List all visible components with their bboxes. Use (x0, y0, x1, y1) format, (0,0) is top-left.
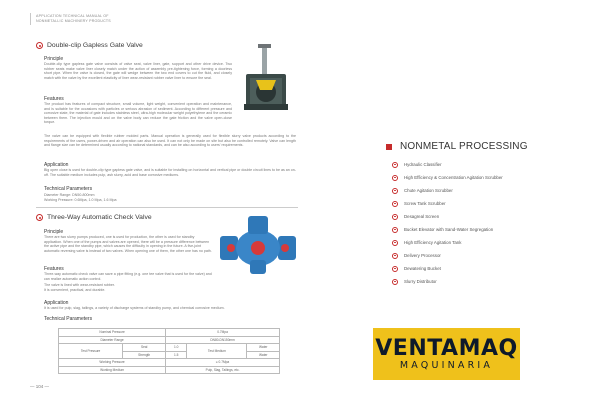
list-item-label: Slurry Distributor (404, 279, 437, 284)
list-item-label: Hydraulic Classifier (404, 162, 442, 167)
application-text: Big open close is used for double-clip type gapless gate valve, and is suitable for installing on horizontal and vertical pipe or double circuit lines to be as an on-off. The suitable medium includes pulp, ash slurry, acid and base corrosive mediums. (44, 168, 296, 177)
list-item-label: High Efficiency Agitation Tank (404, 240, 462, 245)
list-bullet-icon (392, 201, 398, 207)
table-cell: Working Medium (59, 366, 166, 374)
table-cell: DN80-DN150mm (166, 336, 280, 344)
table-cell: Pulp, Slag, Tailings, etc. (166, 366, 280, 374)
list-item (392, 262, 503, 275)
list-item-label: Bucket Elevator with Sand-Water Segregation (404, 227, 494, 232)
header-line-1: APPLICATION TECHNICAL MANUAL OF (36, 14, 109, 18)
table-cell: Test Pressure (59, 344, 123, 359)
ventamaq-logo (373, 328, 520, 380)
list-bullet-icon (392, 253, 398, 259)
tech-pressure: Working Pressure: 0.6Mpa, 1.0 Mpa, 1.6 Mpa (44, 198, 117, 202)
application-heading: Application (44, 162, 69, 168)
table-cell: Seal (123, 344, 166, 352)
table-row (59, 336, 280, 344)
table-cell: 0.7Mpa (166, 329, 280, 337)
list-bullet-icon (392, 175, 398, 181)
tech-params-table (58, 328, 280, 374)
nonmetal-heading (386, 141, 528, 152)
check-valve-image (218, 214, 298, 276)
list-item (392, 184, 503, 197)
features-heading: Features (44, 96, 64, 102)
table-cell: 1.5 (166, 351, 187, 359)
section-bullet-icon (36, 42, 43, 49)
list-item-label: Chute Agitation Scrubber (404, 188, 453, 193)
list-item-label: Delivery Processor (404, 253, 441, 258)
features-text-2b: The valve is lined with wear-resistant rubber. (44, 283, 115, 287)
gate-valve-image (236, 44, 296, 114)
list-bullet-icon (392, 214, 398, 220)
table-row (59, 344, 280, 352)
table-cell: Water (247, 344, 280, 352)
list-item-label: Screw Tank Scrubber (404, 201, 446, 206)
list-item (392, 210, 503, 223)
section-title-gate-valve (36, 42, 143, 49)
tech-params-heading: Technical Parameters (44, 186, 93, 192)
list-bullet-icon (392, 162, 398, 168)
list-item (392, 171, 503, 184)
principle-heading-2: Principle (44, 229, 64, 235)
list-item (392, 236, 503, 249)
table-cell: Test Medium (187, 344, 247, 359)
application-text-2: It is used for pulp, slag, tailings, a variety of discharge systems of standby pump, and chemical corrosive medium. (44, 306, 225, 310)
list-item-label: Dewatering Bucket (404, 266, 441, 271)
features-text-2a: Three-way automatic check valve can save a pipe fitting (e.g. one tee valve that is used for the valve) and can realize automatic action control. (44, 272, 212, 281)
table-cell: 1.0 (166, 344, 187, 352)
table-row (59, 359, 280, 367)
tech-diameter: Diameter Range: DN50-800mm (44, 193, 95, 197)
section-bullet-icon (36, 214, 43, 221)
list-item (392, 275, 503, 288)
list-bullet-icon (392, 266, 398, 272)
table-row (59, 329, 280, 337)
list-item-label: Desagreal Screen (404, 214, 440, 219)
table-row (59, 366, 280, 374)
features-text-2: The valve can be equipped with flexible rubber molded parts. Manual operation is generally used for flexible slurry valve products according to the requirements of the users, power-driven and air operation can also be used. It can not only be made on site but also be controlled remotely. Valve can length and flange size can be determined usually according to national standards, and can be also according to users' requirements. (44, 134, 296, 148)
principle-text: Double-clip type gapless gate valve consists of valve seat, valve liner, gate, support and other drive device. Two rubber seats make valve liner closely match under the action of assembly pre-tightening force, forming a doorless short pipe. When the valve is closed, the gate will wedge between the two end covers to cut the fluid, and closely match with the valve by the excellent elasticity of liner wear-resistant rubber valve liner to ensure the seal. (44, 62, 232, 80)
page-number: — 104 — (30, 384, 50, 389)
principle-text-2: There are two slurry pumps produced, one is used for production, the other is used for standby application. When one of the pumps and valves are opened, there will be a pressure difference between the active pipe and the standby pipe, which causes the difficulty in opening in the future. A five-joint automatic reversing valve is instead of two valves. When opening one of them, the other one has no path. (44, 235, 212, 253)
section-title-text: Three-Way Automatic Check Valve (47, 214, 152, 221)
list-bullet-icon (392, 227, 398, 233)
heading-square-icon (386, 144, 392, 150)
features-text-2c: It is convenient, practical, and durable. (44, 288, 106, 292)
table-cell: ≤ 0.7Mpa (166, 359, 280, 367)
features-heading-2: Features (44, 266, 64, 272)
list-bullet-icon (392, 240, 398, 246)
table-cell: Water (247, 351, 280, 359)
list-item (392, 223, 503, 236)
tech-params-heading-2: Technical Parameters (44, 316, 93, 322)
list-item-label: High Efficiency & Concentration Agitation Scrubber (404, 175, 503, 180)
list-item (392, 158, 503, 171)
brand-subtitle: MAQUINARIA (399, 360, 494, 371)
section-divider (36, 207, 298, 208)
list-bullet-icon (392, 188, 398, 194)
running-header (36, 14, 111, 23)
header-rule (30, 13, 31, 25)
list-bullet-icon (392, 279, 398, 285)
brand-name: VENTAMAQ (375, 336, 518, 361)
section-title-check-valve (36, 214, 152, 221)
features-text: The product has features of compact structure, small volume, light weight, convenient operation and maintenance, and is suitable for the occasions with particles or serious abrasion of sediment. According to different pressure and corrosive state, the material of gate includes stainless steel, ultra-high molecular weight polyethylene and the ceramic between them. The injection mould and on the valve body can reduce the gate friction and the valve open-close torque. (44, 102, 232, 125)
table-cell: Working Pressure (59, 359, 166, 367)
list-item (392, 249, 503, 262)
application-heading-2: Application (44, 300, 69, 306)
section-title-text: Double-clip Gapless Gate Valve (47, 42, 143, 49)
principle-heading: Principle (44, 56, 64, 62)
nonmetal-title: NONMETAL PROCESSING (400, 141, 528, 152)
table-cell: Nominal Pressure (59, 329, 166, 337)
table-cell: Diameter Range (59, 336, 166, 344)
table-cell: Strength (123, 351, 166, 359)
product-list (392, 158, 503, 288)
list-item (392, 197, 503, 210)
header-line-2: NONMETALLIC MACHINERY PRODUCTS (36, 18, 111, 23)
